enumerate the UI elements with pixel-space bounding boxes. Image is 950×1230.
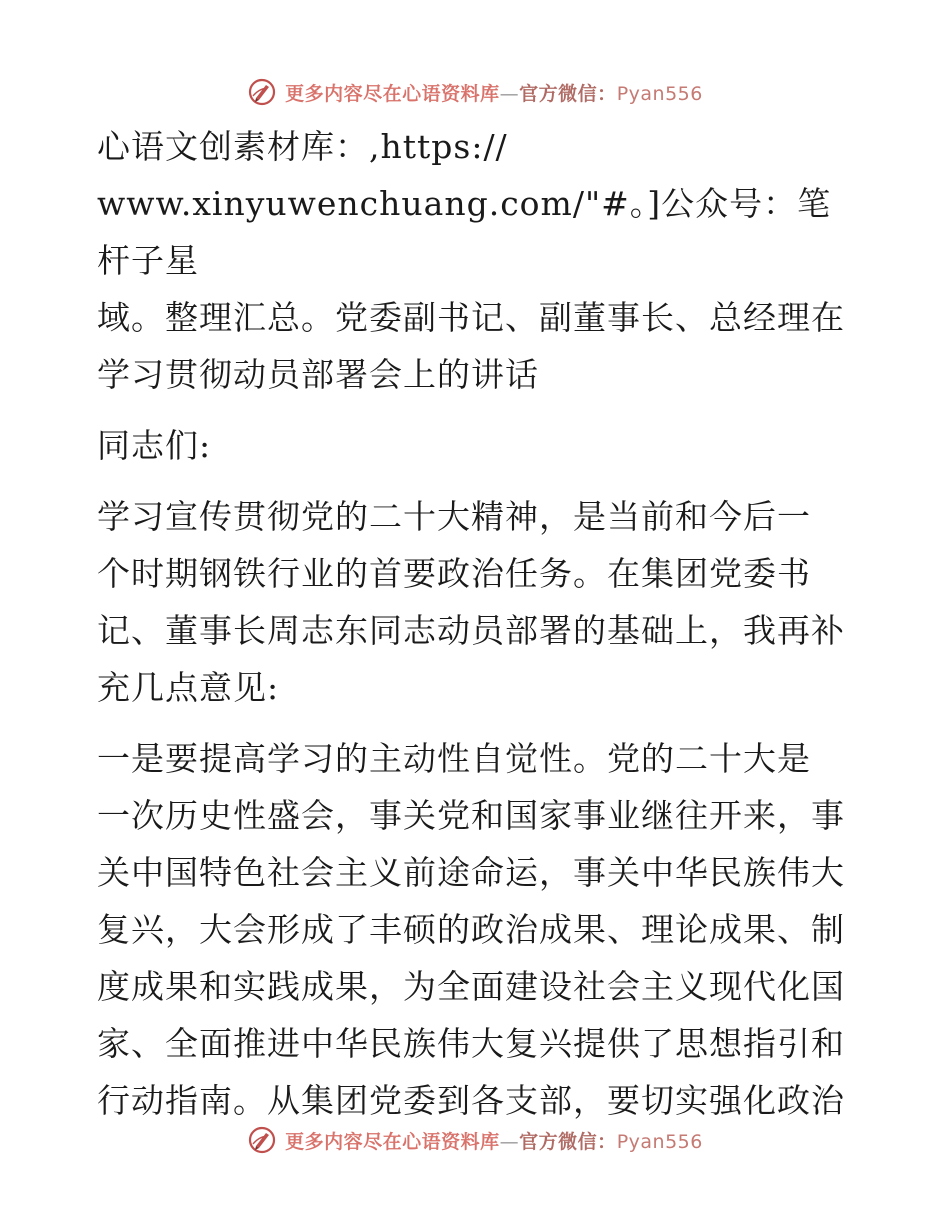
salutation: 同志们: — [97, 426, 212, 465]
banner-wechat-id: Pyan556 — [616, 1130, 703, 1153]
document-body — [97, 118, 857, 1129]
banner-official-label: 官方微信： — [519, 82, 617, 105]
banner-main-text: 更多内容尽在心语资料库 — [285, 82, 500, 105]
banner-main-text: 更多内容尽在心语资料库 — [285, 1130, 500, 1153]
banner-official-label: 官方微信： — [519, 1130, 617, 1153]
pen-quill-logo-icon — [247, 1125, 277, 1155]
banner-text — [285, 1127, 703, 1154]
banner-separator: — — [499, 1130, 520, 1153]
pen-quill-logo-icon — [247, 77, 277, 107]
footer-banner — [0, 1120, 950, 1160]
header-banner — [0, 72, 950, 112]
document-intro: 心语文创素材库：,https:// www.xinyuwenchuang.com/"#。]公众号：笔杆子星 域。整理汇总。党委副书记、副董事长、总经理在 学习贯彻动员部署会上的讲话 — [97, 127, 845, 394]
banner-separator: — — [499, 82, 520, 105]
paragraph-2: 一是要提高学习的主动性自觉性。党的二十大是 一次历史性盛会，事关党和国家事业继往开来，事 关中国特色社会主义前途命运，事关中华民族伟大 复兴，大会形成了丰硕的政治成果、理论成果、制 度成果和实践成果，为全面建设社会主义现代化国 家、全面推进中华民族伟大复兴提供了思想指引和 行动指南。从集团党委到各支部，要切实强化政治 — [97, 739, 845, 1120]
banner-text — [285, 79, 703, 106]
paragraph-1: 学习宣传贯彻党的二十大精神，是当前和今后一 个时期钢铁行业的首要政治任务。在集团党委书 记、董事长周志东同志动员部署的基础上，我再补 充几点意见: — [97, 497, 845, 707]
banner-wechat-id: Pyan556 — [616, 82, 703, 105]
